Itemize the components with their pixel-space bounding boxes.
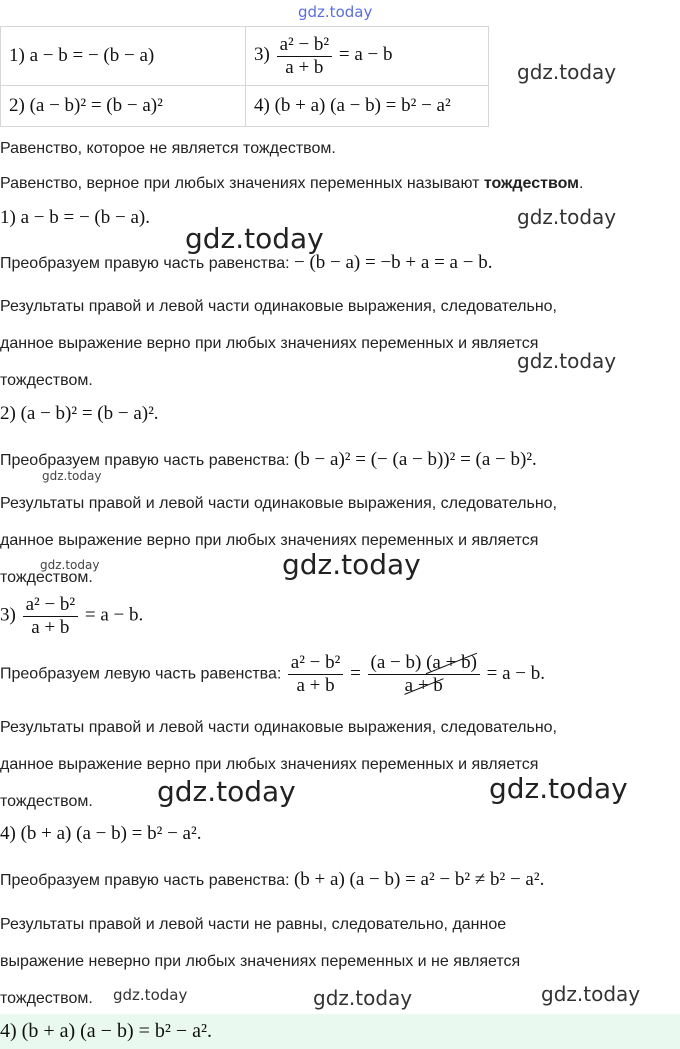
- definition-suffix: .: [579, 175, 584, 192]
- s2-conclusion-2: данное выражение верно при любых значениях переменных и является: [0, 532, 539, 549]
- option-cell-4: [246, 86, 489, 127]
- transform-label: Преобразуем правую часть равенства:: [0, 452, 294, 469]
- watermark: gdz.today: [517, 205, 617, 229]
- watermark: gdz.today: [185, 222, 324, 255]
- s3-heading-rest: = a − b.: [80, 604, 144, 626]
- watermark: gdz.today: [489, 772, 628, 805]
- s4-heading: 4) (b + a) (a − b) = b² − a².: [0, 823, 202, 844]
- cancelled-factor: a + b: [404, 674, 443, 696]
- option-3-fraction: [277, 34, 333, 79]
- option-3-rest: = a − b: [334, 44, 393, 66]
- s4-conclusion-2: выражение неверно при любых значениях переменных и не является: [0, 953, 521, 970]
- fraction-numerator: a² − b²: [288, 652, 344, 675]
- transform-math: [286, 652, 546, 696]
- transform-label: Преобразуем левую часть равенства:: [0, 665, 286, 683]
- option-2: 2) (a − b)² = (b − a)²: [9, 95, 163, 116]
- s1-heading: 1) a − b = − (b − a).: [0, 207, 150, 228]
- watermark: gdz.today: [282, 548, 421, 581]
- transform-fraction-1: [288, 652, 344, 697]
- options-table: [0, 26, 489, 127]
- fraction-denominator: a + b: [31, 616, 70, 638]
- option-3-number: 3): [254, 44, 275, 66]
- numerator-factor: (a − b): [370, 652, 427, 673]
- definition-term: тождеством: [483, 175, 579, 192]
- option-4: 4) (b + a) (a − b) = b² − a²: [254, 95, 451, 116]
- definition-text: [0, 175, 583, 193]
- s2-heading: 2) (a − b)² = (b − a)².: [0, 403, 159, 424]
- s3-transform: [0, 652, 545, 697]
- fraction-denominator: a + b: [296, 674, 335, 696]
- fraction-numerator: a² − b²: [277, 34, 333, 57]
- options-row: [1, 27, 489, 86]
- s3-heading: [0, 594, 143, 639]
- equals-sign: =: [345, 662, 366, 684]
- option-cell-2: [1, 86, 246, 127]
- s3-heading-number: 3): [0, 604, 21, 626]
- question-text: Равенство, которое не является тождеством.: [0, 140, 336, 157]
- transform-label: Преобразуем правую часть равенства:: [0, 872, 294, 889]
- transform-label: Преобразуем правую часть равенства:: [0, 255, 294, 272]
- watermark: gdz.today: [313, 986, 413, 1010]
- answer-box: [0, 1014, 680, 1049]
- watermark-top: gdz.today: [298, 3, 373, 21]
- s2-transform: [0, 449, 537, 471]
- cancelled-factor: (a + b): [426, 652, 477, 673]
- option-cell-3: [246, 27, 489, 86]
- s4-transform: [0, 869, 544, 891]
- option-1: 1) a − b = − (b − a): [9, 45, 155, 66]
- options-row: [1, 86, 489, 127]
- watermark: gdz.today: [40, 558, 100, 572]
- s1-transform: [0, 252, 492, 274]
- watermark: gdz.today: [541, 982, 641, 1006]
- fraction-denominator: [368, 675, 480, 697]
- transform-math: (b + a) (a − b) = a² − b² ≠ b² − a².: [293, 869, 545, 890]
- s3-conclusion-3: тождеством.: [0, 793, 93, 810]
- watermark: gdz.today: [517, 349, 617, 373]
- watermark-right: gdz.today: [517, 60, 617, 84]
- definition-prefix: Равенство, верное при любых значениях переменных называют: [0, 175, 484, 192]
- transform-math: − (b − a) = −b + a = a − b.: [293, 252, 493, 273]
- watermark: gdz.today: [157, 775, 296, 808]
- s1-conclusion-3: тождеством.: [0, 372, 93, 389]
- fraction-numerator: a² − b²: [23, 594, 79, 617]
- s2-conclusion-1: Результаты правой и левой части одинаковые выражения, следовательно,: [0, 495, 557, 512]
- s3-conclusion-2: данное выражение верно при любых значениях переменных и является: [0, 756, 539, 773]
- watermark: gdz.today: [42, 469, 102, 483]
- s1-conclusion-2: данное выражение верно при любых значениях переменных и является: [0, 335, 539, 352]
- watermark: gdz.today: [113, 986, 188, 1004]
- s4-conclusion-1: Результаты правой и левой части не равны, следовательно, данное: [0, 916, 507, 933]
- fraction-denominator: a + b: [285, 56, 324, 78]
- transform-rest: = a − b.: [481, 662, 546, 684]
- option-cell-1: [1, 27, 246, 86]
- transform-fraction-2: [368, 652, 480, 697]
- s3-heading-fraction: [23, 594, 79, 639]
- s2-conclusion-3: тождеством.: [0, 569, 93, 586]
- fraction-numerator: [368, 652, 480, 675]
- answer-text: 4) (b + a) (a − b) = b² − a².: [0, 1020, 213, 1042]
- s1-conclusion-1: Результаты правой и левой части одинаковые выражения, следовательно,: [0, 298, 557, 315]
- s3-conclusion-1: Результаты правой и левой части одинаковые выражения, следовательно,: [0, 719, 557, 736]
- option-3: [254, 33, 393, 78]
- s4-conclusion-3: тождеством.: [0, 990, 93, 1007]
- transform-math: (b − a)² = (− (a − b))² = (a − b)².: [293, 449, 537, 470]
